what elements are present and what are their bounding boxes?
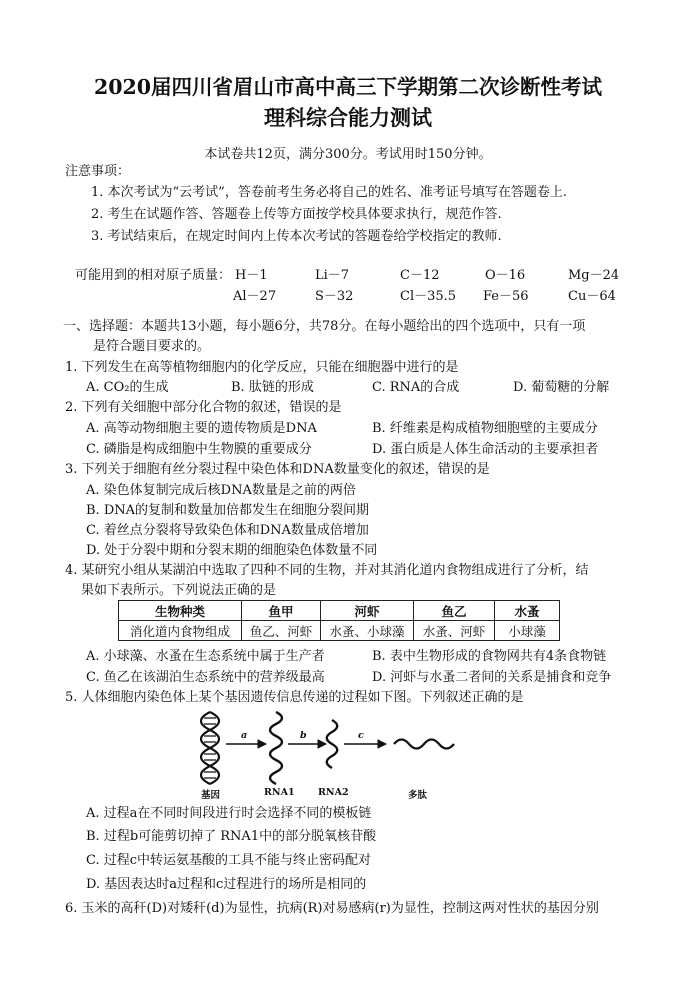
atomic-mass-item: Li－7 (315, 268, 350, 283)
atomic-mass-item: C－12 (400, 268, 440, 283)
food-composition-table (118, 600, 560, 641)
table-header-cell: 鱼甲 (242, 601, 321, 621)
q2-option-a: A. 高等动物细胞主要的遗传物质是DNA (86, 421, 317, 436)
atomic-mass-item: O－16 (485, 268, 526, 283)
table-header-cell: 河虾 (321, 601, 414, 621)
q3-option-a: A. 染色体复制完成后核DNA数量是之前的两倍 (86, 483, 356, 498)
gene-label: 基因 (201, 790, 221, 801)
rna2-strand-icon (327, 720, 338, 768)
section-heading-cont: 是符合题目要求的。 (93, 339, 211, 354)
peptide-label: 多肽 (408, 790, 428, 801)
table-header-row (119, 601, 560, 621)
atomic-mass-item: S－32 (315, 289, 354, 304)
arrow-a-icon (226, 740, 266, 748)
question-4-stem: 4. 某研究小组从某湖泊中选取了四种不同的生物，并对其消化道内食物组成进行了分析，结 (65, 563, 589, 578)
q1-option-d: D. 葡萄糖的分解 (513, 380, 610, 395)
q1-option-c: C. RNA的合成 (372, 380, 460, 395)
gene-expression-figure (198, 706, 458, 800)
question-3-stem: 3. 下列关于细胞有丝分裂过程中染色体和DNA数量变化的叙述，错误的是 (65, 462, 490, 477)
q4-option-a: A. 小球藻、水蚤在生态系统中属于生产者 (86, 649, 325, 664)
atomic-mass-item: Al－27 (233, 289, 277, 304)
q4-option-b: B. 表中生物形成的食物网共有4条食物链 (372, 649, 607, 664)
gene-expression-diagram (198, 706, 458, 786)
question-4-stem-cont: 果如下表所示。下列说法正确的是 (81, 583, 277, 598)
question-2-stem: 2. 下列有关细胞中部分化合物的叙述，错误的是 (65, 400, 342, 415)
rna1-label: RNA1 (264, 787, 295, 798)
q4-option-d: D. 河虾与水蚤二者间的关系是捕食和竞争 (372, 670, 612, 685)
atomic-mass-item: Fe－56 (483, 289, 529, 304)
table-cell: 水蚤、河虾 (414, 621, 495, 641)
q2-option-b: B. 纤维素是构成植物细胞壁的主要成分 (372, 421, 598, 436)
q5-option-a: A. 过程a在不同时间段进行时会选择不同的模板链 (86, 806, 372, 821)
arrow-a-label: a (241, 730, 248, 741)
q3-option-c: C. 着丝点分裂将导致染色体和DNA数量成倍增加 (86, 523, 369, 538)
table-cell: 鱼乙、河虾 (242, 621, 321, 641)
table-header-cell: 生物种类 (119, 601, 242, 621)
rna2-label: RNA2 (318, 787, 349, 798)
table-cell: 水蚤、小球藻 (321, 621, 414, 641)
note-item: 1. 本次考试为“云考试”，答卷前考生务必将自己的姓名、准考证号填写在答题卷上. (91, 185, 567, 200)
exam-title: 2020届四川省眉山市高中高三下学期第二次诊断性考试 (93, 75, 603, 99)
table-row (119, 621, 560, 641)
q1-option-a: A. CO₂的生成 (86, 380, 169, 395)
q3-option-b: B. DNA的复制和数量加倍都发生在细胞分裂间期 (86, 503, 370, 518)
atomic-mass-item: H－1 (235, 268, 268, 283)
q2-option-c: C. 磷脂是构成细胞中生物膜的重要成分 (86, 442, 312, 457)
polypeptide-chain-icon (394, 740, 454, 749)
exam-subtitle: 理科综合能力测试 (264, 105, 432, 130)
exam-info: 本试卷共12页，满分300分。考试用时150分钟。 (204, 147, 492, 162)
q3-option-d: D. 处于分裂中期和分裂末期的细胞染色体数量不同 (86, 543, 378, 558)
atomic-mass-label: 可能用到的相对原子质量： (75, 268, 232, 283)
question-6-stem: 6. 玉米的高秆(D)对矮秆(d)为显性，抗病(R)对易感病(r)为显性，控制这两对性状的基因分别 (65, 901, 599, 916)
section-heading: 一、选择题：本题共13小题，每小题6分，共78分。在每小题给出的四个选项中，只有一项 (63, 319, 586, 334)
arrow-b-icon (288, 740, 326, 748)
question-5-stem: 5. 人体细胞内染色体上某个基因遗传信息传递的过程如下图。下列叙述正确的是 (65, 690, 524, 705)
q5-option-d: D. 基因表达时a过程和c过程进行的场所是相同的 (86, 877, 367, 892)
note-item: 3. 考试结束后，在规定时间内上传本次考试的答题卷给学校指定的教师. (91, 229, 502, 244)
table-header-cell: 鱼乙 (414, 601, 495, 621)
arrow-c-icon (344, 740, 386, 748)
q5-option-c: C. 过程c中转运氨基酸的工具不能与终止密码配对 (86, 853, 372, 868)
dna-helix-icon (201, 712, 219, 784)
table-cell: 小球藻 (495, 621, 560, 641)
q2-option-d: D. 蛋白质是人体生命活动的主要承担者 (372, 442, 599, 457)
arrow-c-label: c (358, 730, 364, 741)
atomic-mass-item: Mg－24 (568, 268, 620, 283)
atomic-mass-item: Cl－35.5 (400, 289, 457, 304)
arrow-b-label: b (300, 730, 307, 741)
rna1-strand-icon (270, 712, 282, 784)
q5-option-b: B. 过程b可能剪切掉了 RNA1中的部分脱氧核苷酸 (86, 829, 377, 844)
atomic-mass-item: Cu－64 (568, 289, 616, 304)
table-cell: 消化道内食物组成 (119, 621, 242, 641)
q4-option-c: C. 鱼乙在该湖泊生态系统中的营养级最高 (86, 670, 325, 685)
table-header-cell: 水蚤 (495, 601, 560, 621)
note-item: 2. 考生在试题作答、答题卷上传等方面按学校具体要求执行，规范作答. (91, 207, 502, 222)
q1-option-b: B. 肽链的形成 (231, 380, 314, 395)
question-1-stem: 1. 下列发生在高等植物细胞内的化学反应，只能在细胞器中进行的是 (65, 360, 459, 375)
notes-heading: 注意事项： (65, 164, 131, 179)
